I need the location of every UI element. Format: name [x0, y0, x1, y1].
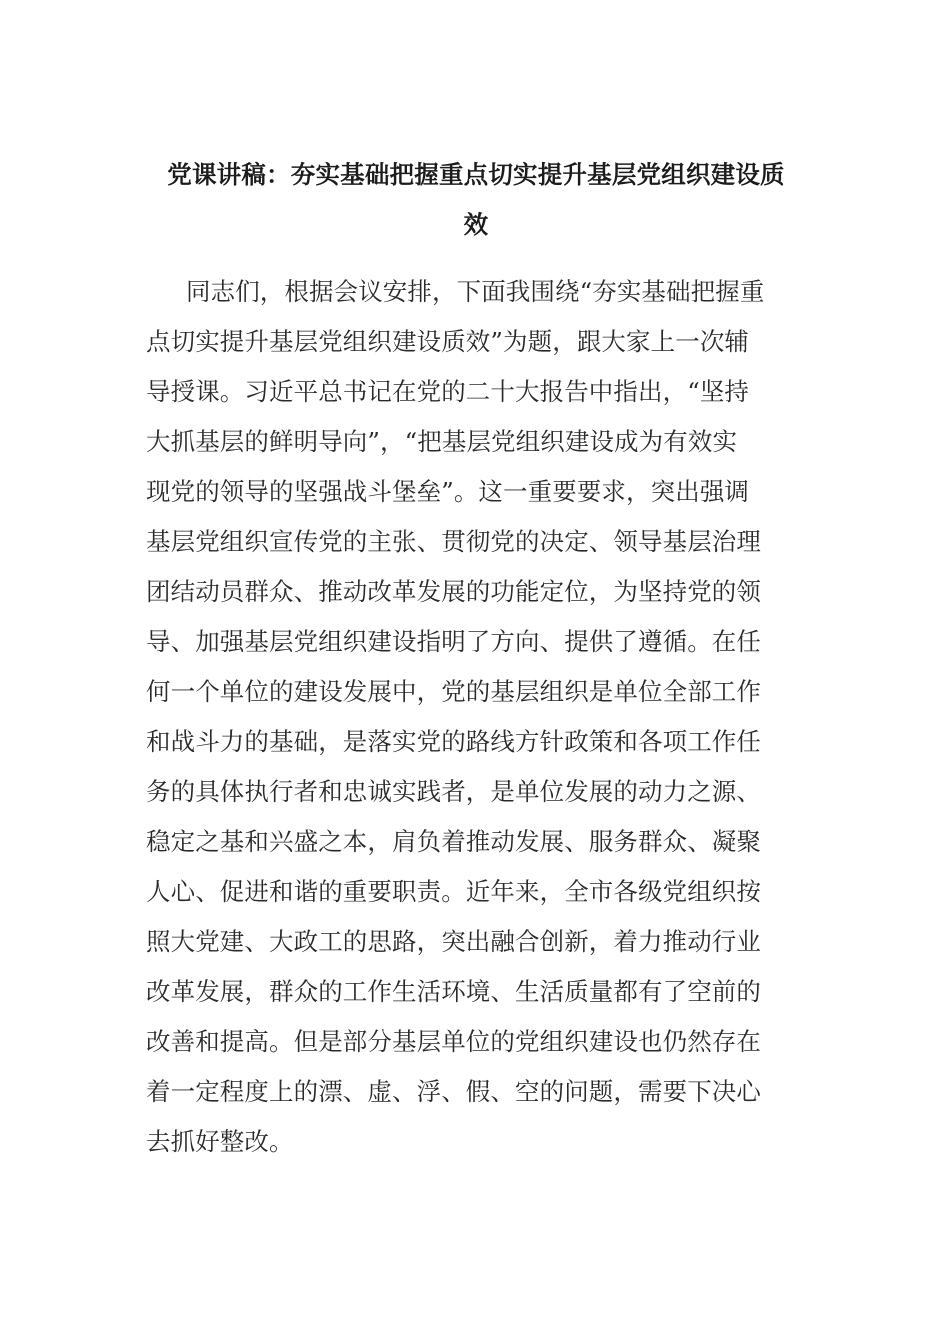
- body-line: 人心、促进和谐的重要职责。近年来，全市各级党组织按: [146, 877, 761, 906]
- body-line: 何一个单位的建设发展中，党的基层组织是单位全部工作: [146, 677, 761, 706]
- document-body: [146, 267, 816, 1167]
- body-line: 务的具体执行者和忠诚实践者，是单位发展的动力之源、: [146, 777, 761, 806]
- body-line: 照大党建、大政工的思路，突出融合创新，着力推动行业: [146, 927, 761, 956]
- title-line: 效: [463, 210, 489, 239]
- body-line: 同志们，根据会议安排，下面我围绕“夯实基础把握重: [186, 277, 765, 306]
- body-line: 改善和提高。但是部分基层单位的党组织建设也仍然存在: [146, 1027, 761, 1056]
- body-line: 团结动员群众、推动改革发展的功能定位，为坚持党的领: [146, 577, 761, 606]
- body-line: 导授课。习近平总书记在党的二十大报告中指出，“坚持: [146, 377, 750, 406]
- body-line: 现党的领导的坚强战斗堡垒”。这一重要要求，突出强调: [146, 477, 750, 506]
- body-line: 导、加强基层党组织建设指明了方向、提供了遵循。在任: [146, 627, 761, 656]
- body-line: 大抓基层的鲜明导向”，“把基层党组织建设成为有效实: [146, 427, 738, 456]
- title-line: 党课讲稿：夯实基础把握重点切实提升基层党组织建设质: [167, 160, 785, 189]
- document-title: [146, 150, 806, 250]
- body-line: 改革发展，群众的工作生活环境、生活质量都有了空前的: [146, 977, 761, 1006]
- body-line: 和战斗力的基础，是落实党的路线方针政策和各项工作任: [146, 727, 761, 756]
- body-line: 去抓好整改。: [146, 1127, 294, 1156]
- body-line: 着一定程度上的漂、虚、浮、假、空的问题，需要下决心: [146, 1077, 761, 1106]
- body-line: 稳定之基和兴盛之本，肩负着推动发展、服务群众、凝聚: [146, 827, 761, 856]
- body-line: 点切实提升基层党组织建设质效”为题，跟大家上一次辅: [146, 327, 750, 356]
- body-line: 基层党组织宣传党的主张、贯彻党的决定、领导基层治理: [146, 527, 761, 556]
